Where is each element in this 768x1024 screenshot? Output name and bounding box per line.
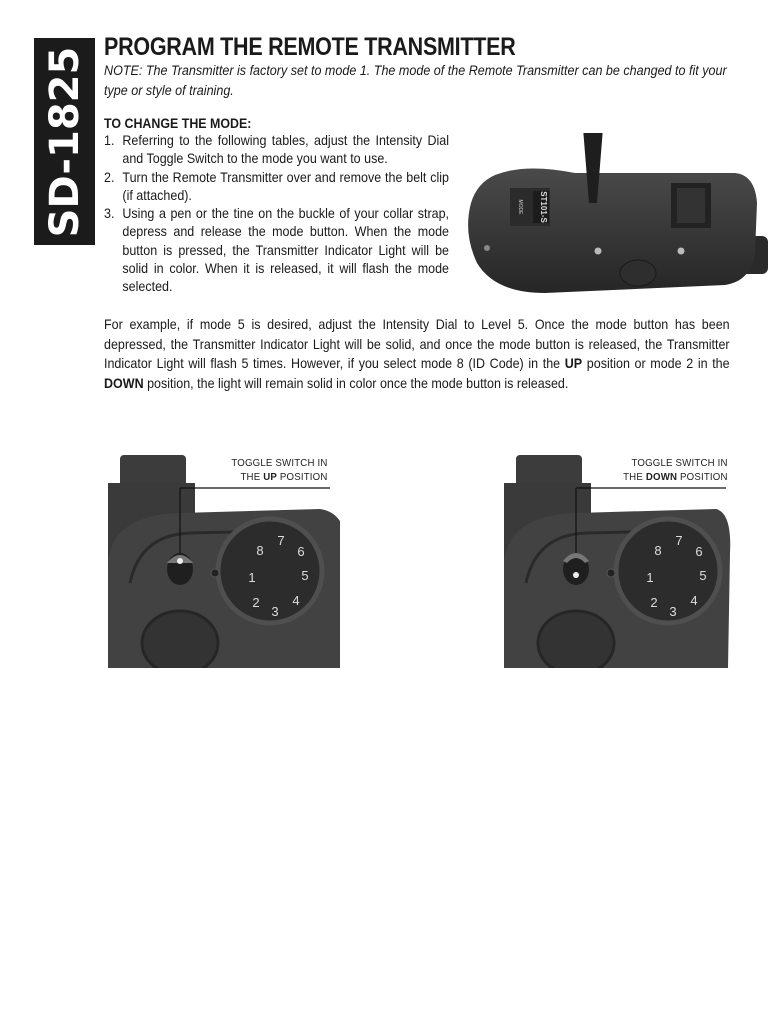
svg-text:7: 7 [277,533,285,548]
model-label: SD-1825 [41,46,88,237]
transmitter-back-photo [455,133,768,298]
section-heading: TO CHANGE THE MODE: [104,116,252,131]
step-item: 2. Turn the Remote Transmitter over and remove the belt clip (if attached). [104,169,450,203]
steps-list [104,132,449,297]
svg-text:2: 2 [650,595,658,610]
svg-text:1: 1 [646,570,654,585]
svg-text:4: 4 [292,593,300,608]
svg-text:6: 6 [695,544,703,559]
svg-text:5: 5 [699,568,707,583]
svg-text:3: 3 [271,604,279,619]
example-paragraph: For example, if mode 5 is desired, adjust the Intensity Dial to Level 5. Once the mode button has been depressed, the Transmitter Indicator Light will be solid, and once the mode button is released, the Transmitter Indicator Light will flash 5 times. However, if you select mode 8 (ID Code) in the UP position or mode 2 in the DOWN position, the light will remain solid in color once the mode button is released. [104,317,730,391]
toggle-switch-down [573,572,579,578]
step-item: 3. Using a pen or the tine on the buckle of your collar strap, depress and release the mode button. When the mode button is pressed, the Transmitter Indicator Light will be solid in color. When it is released, it will flash the mode selected. [104,206,450,295]
svg-text:7: 7 [675,533,683,548]
step-item: 1. Referring to the following tables, adjust the Intensity Dial and Toggle Switch to the mode you want to use. [104,133,450,167]
toggle-down-callout: TOGGLE SWITCH IN THE DOWN POSITION [623,457,728,483]
svg-text:6: 6 [297,544,305,559]
svg-text:8: 8 [654,543,662,558]
svg-text:5: 5 [301,568,309,583]
model-sticker-label: ST101-S [539,191,548,223]
toggle-switch-up [177,558,183,564]
toggle-up-callout: TOGGLE SWITCH IN THE UP POSITION [231,457,328,483]
svg-text:4: 4 [690,593,698,608]
svg-text:2: 2 [252,595,260,610]
page-title: PROGRAM THE REMOTE TRANSMITTER [104,33,516,61]
svg-text:3: 3 [669,604,677,619]
mode-sticker-label: MODE [517,199,523,215]
svg-text:8: 8 [256,543,264,558]
svg-text:1: 1 [248,570,256,585]
factory-note: NOTE: The Transmitter is factory set to mode 1. The mode of the Remote Transmitter can be changed to fit your type or style of training. [104,63,727,98]
model-side-tab [34,38,95,245]
